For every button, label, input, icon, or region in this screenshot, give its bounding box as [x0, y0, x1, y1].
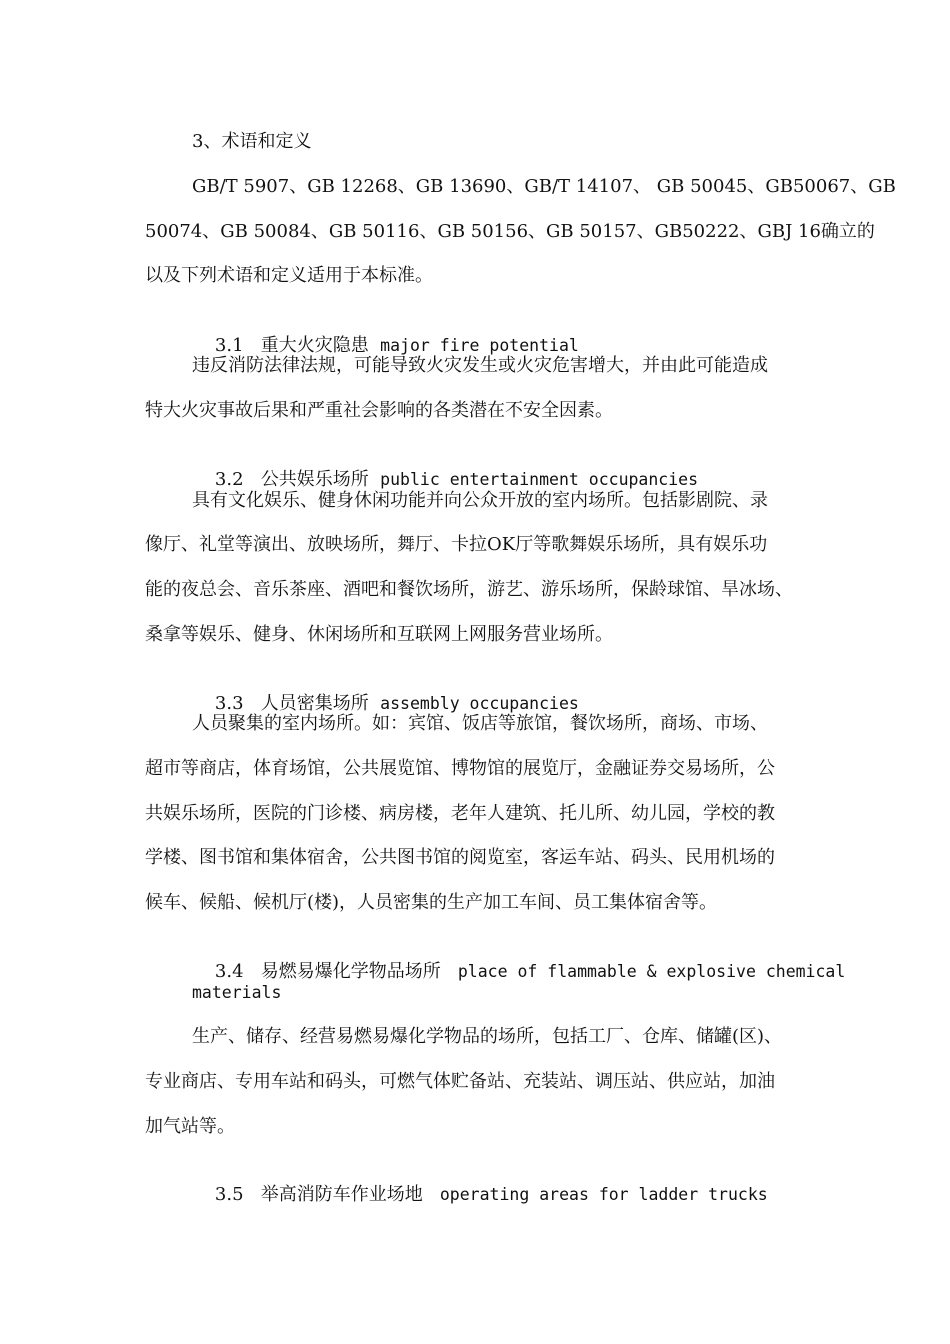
term-cn: 举高消防车作业场地: [260, 1184, 423, 1205]
definition-line: 候车、候船、候机厅(楼)，人员密集的生产加工车间、员工集体宿舍等。: [145, 892, 718, 913]
term-number: 3.1: [214, 335, 244, 356]
term-number: 3.3: [214, 693, 244, 714]
term-heading-3-1: [192, 310, 579, 356]
term-en: major fire potential: [380, 336, 579, 355]
definition-line: 超市等商店，体育场馆，公共展览馆、博物馆的展览厅，金融证券交易场所，公: [145, 758, 775, 779]
definition-line: 共娱乐场所，医院的门诊楼、病房楼，老年人建筑、托儿所、幼儿园，学校的教: [145, 803, 775, 824]
definition-line: 像厅、礼堂等演出、放映场所，舞厅、卡拉OK厅等歌舞娱乐场所，具有娱乐功: [145, 534, 768, 555]
term-number: 3.4: [214, 961, 244, 982]
section-heading: 3、术语和定义: [192, 131, 312, 152]
intro-line-2: 50074、GB 50084、GB 50116、GB 50156、GB 50157、GB50222、GBJ 16确立的: [145, 221, 875, 242]
term-cn: 易燃易爆化学物品场所: [260, 961, 441, 982]
definition-line: 能的夜总会、音乐茶座、酒吧和餐饮场所，游艺、游乐场所，保龄球馆、旱冰场、: [145, 579, 793, 600]
definition-line: 加气站等。: [145, 1116, 235, 1137]
term-cn: 重大火灾隐患: [260, 335, 369, 356]
term-heading-3-2: [192, 444, 699, 490]
term-number: 3.5: [214, 1184, 244, 1205]
term-cn: 公共娱乐场所: [260, 469, 369, 490]
term-en-continuation: materials: [192, 983, 282, 1002]
term-number: 3.2: [214, 469, 244, 490]
term-cn: 人员密集场所: [260, 693, 369, 714]
term-en: assembly occupancies: [380, 694, 579, 713]
intro-line-3: 以及下列术语和定义适用于本标准。: [145, 265, 433, 286]
definition-line: 学楼、图书馆和集体宿舍，公共图书馆的阅览室，客运车站、码头、民用机场的: [145, 847, 775, 868]
definition-line: 生产、储存、经营易燃易爆化学物品的场所，包括工厂、仓库、储罐(区)、: [192, 1026, 783, 1047]
definition-line: 专业商店、专用车站和码头，可燃气体贮备站、充装站、调压站、供应站，加油: [145, 1071, 775, 1092]
definition-line: 违反消防法律法规，可能导致火灾发生或火灾危害增大，并由此可能造成: [192, 355, 768, 376]
intro-line-1: GB/T 5907、GB 12268、GB 13690、GB/T 14107、 GB 50045、GB50067、GB: [192, 176, 896, 197]
definition-line: 特大火灾事故后果和严重社会影响的各类潜在不安全因素。: [145, 400, 613, 421]
definition-line: 桑拿等娱乐、健身、休闲场所和互联网上网服务营业场所。: [145, 624, 613, 645]
term-en: place of flammable & explosive chemical: [457, 962, 846, 981]
definition-line: 人员聚集的室内场所。如：宾馆、饭店等旅馆，餐饮场所，商场、市场、: [192, 713, 768, 734]
definition-line: 具有文化娱乐、健身休闲功能并向公众开放的室内场所。包括影剧院、录: [192, 490, 768, 511]
term-heading-3-5: [192, 1159, 768, 1205]
term-heading-3-4: [192, 936, 846, 982]
term-en: public entertainment occupancies: [380, 470, 699, 489]
term-heading-3-3: [192, 668, 579, 714]
term-en: operating areas for ladder trucks: [439, 1185, 768, 1204]
